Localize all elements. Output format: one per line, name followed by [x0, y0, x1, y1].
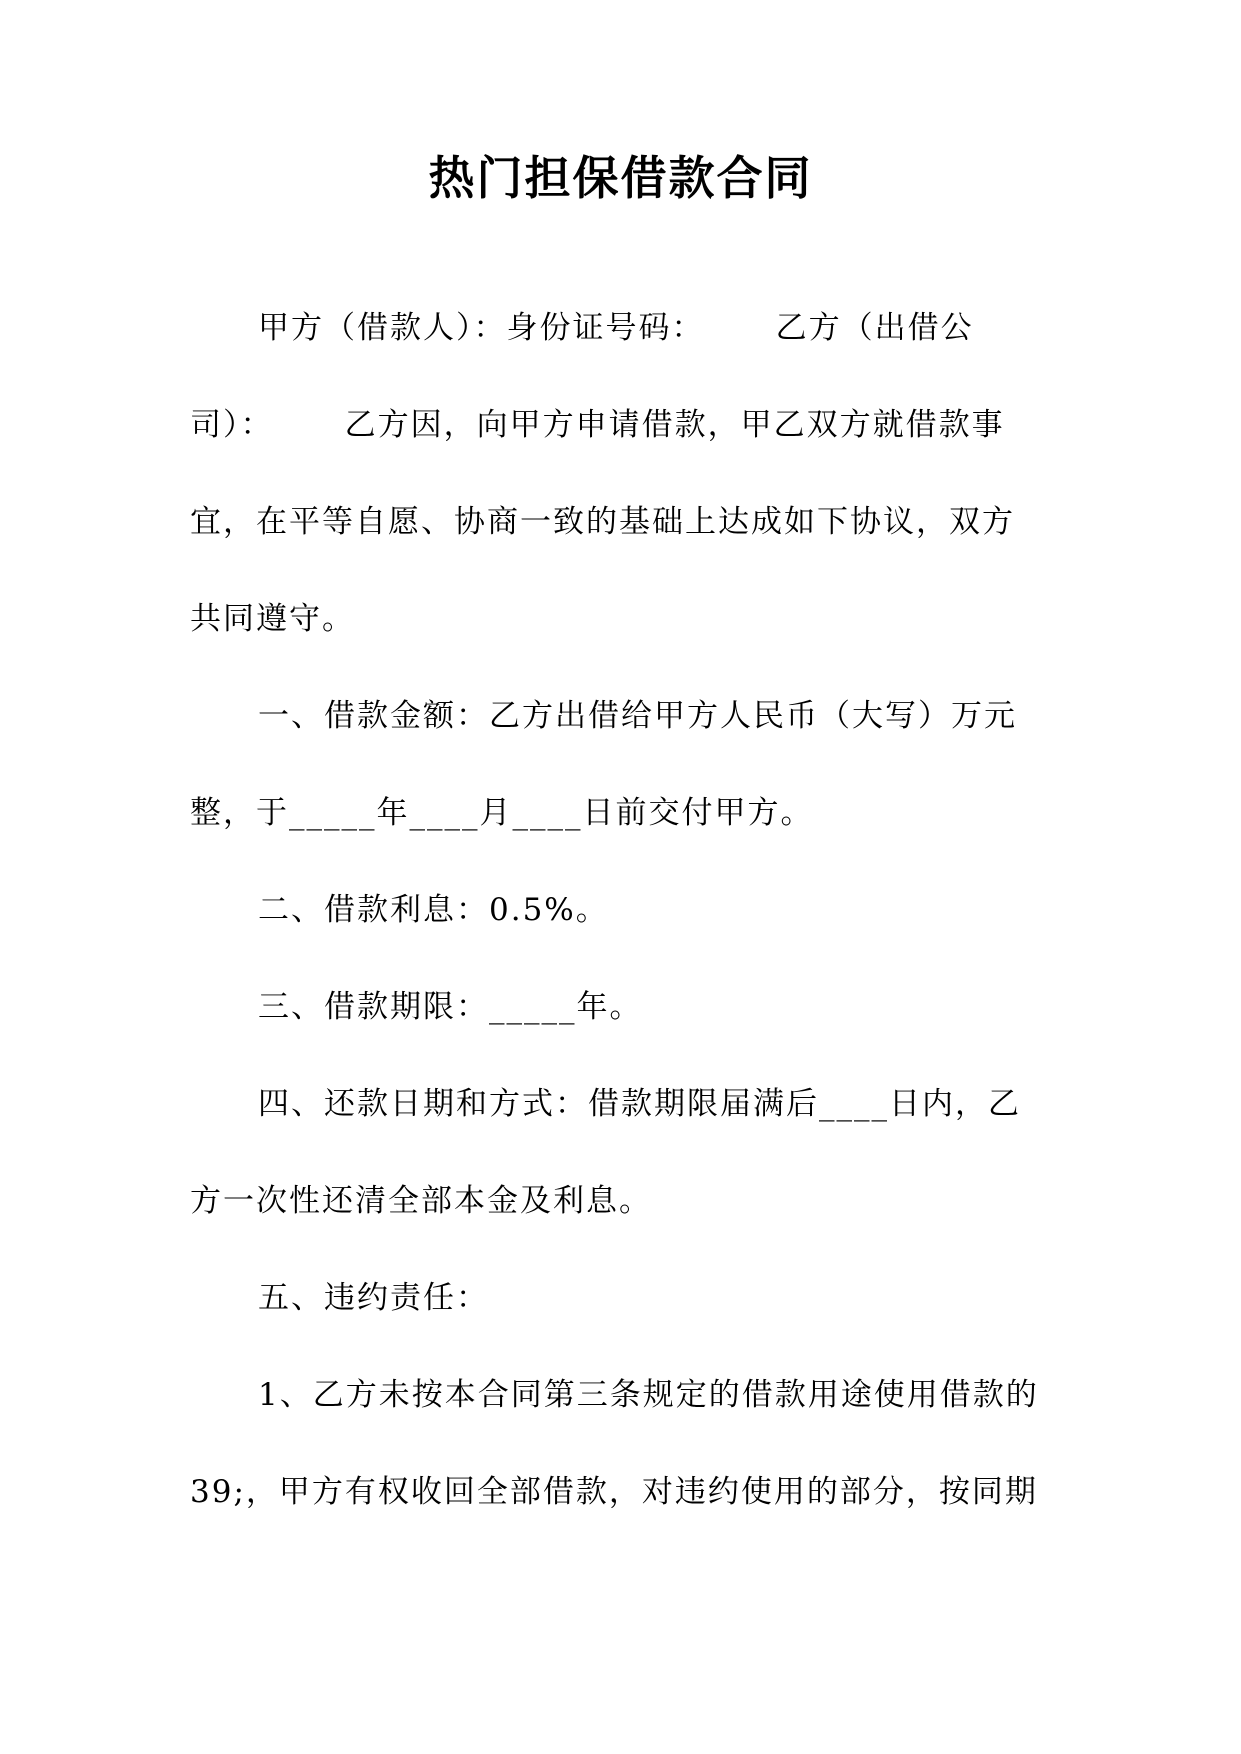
- paragraph-line-agreement-end: 共同遵守。: [190, 601, 355, 637]
- clause-4-repayment-cont: 方一次性还清全部本金及利息。: [190, 1183, 652, 1219]
- paragraph-line-parties: 甲方（借款人）：身份证号码： 乙方（出借公: [258, 310, 974, 346]
- clause-5-item-1: 1、乙方未按本合同第三条规定的借款用途使用借款的: [258, 1377, 1039, 1413]
- document-title: 热门担保借款合同: [428, 151, 813, 205]
- clause-1-amount: 一、借款金额：乙方出借给甲方人民币（大写）万元: [258, 698, 1017, 734]
- clause-5-item-1-cont: 39;，甲方有权收回全部借款，对违约使用的部分，按同期: [190, 1474, 1038, 1510]
- clause-4-repayment: 四、还款日期和方式：借款期限届满后____日内，乙: [258, 1086, 1021, 1122]
- clause-2-interest: 二、借款利息：0.5%。: [258, 892, 609, 928]
- clause-5-liability: 五、违约责任：: [258, 1280, 489, 1316]
- paragraph-line-agreement: 宜，在平等自愿、协商一致的基础上达成如下协议，双方: [190, 504, 1015, 540]
- paragraph-line-parties-cont: 司）： 乙方因，向甲方申请借款，甲乙双方就借款事: [190, 407, 1005, 443]
- clause-1-amount-cont: 整，于_____年____月____日前交付甲方。: [190, 795, 814, 831]
- clause-3-term: 三、借款期限：_____年。: [258, 989, 643, 1025]
